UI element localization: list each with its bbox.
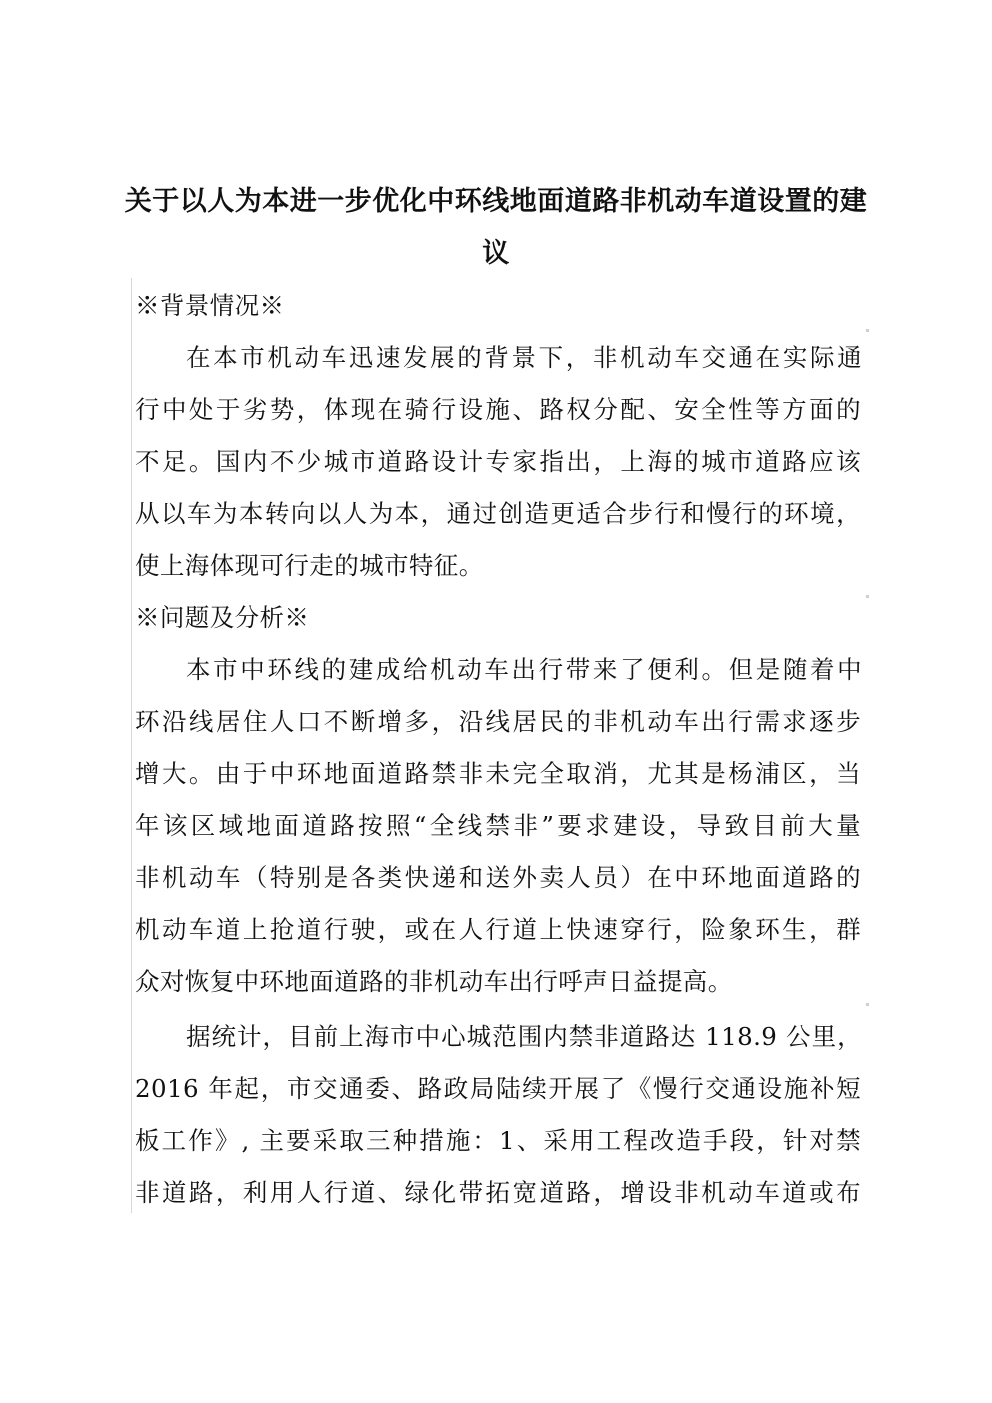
paragraph-line: 使上海体现可行走的城市特征。 [135, 551, 484, 580]
paragraph-line: 本市中环线的建成给机动车出行带来了便利。但是随着中 [186, 655, 862, 684]
paragraph-line: 众对恢复中环地面道路的非机动车出行呼声日益提高。 [135, 967, 733, 996]
paragraph-line: 非道路，利用人行道、绿化带拓宽道路，增设非机动车道或布 [135, 1178, 861, 1207]
paragraph-line: 据统计，目前上海市中心城范围内禁非道路达 118.9 公里， [186, 1022, 862, 1051]
margin-tick-mark [866, 595, 869, 598]
margin-tick-mark [866, 1003, 869, 1006]
paragraph-line: 机动车道上抢道行驶，或在人行道上快速穿行，险象环生，群 [135, 915, 861, 944]
paragraph-line: 从以车为本转向以人为本，通过创造更适合步行和慢行的环境， [135, 499, 861, 528]
paragraph-line: 在本市机动车迅速发展的背景下，非机动车交通在实际通 [186, 343, 862, 372]
paragraph-line: 环沿线居住人口不断增多，沿线居民的非机动车出行需求逐步 [135, 707, 861, 736]
paragraph-line: 增大。由于中环地面道路禁非未完全取消，尤其是杨浦区，当 [135, 759, 861, 788]
paragraph-line: 板工作》, 主要采取三种措施：1、采用工程改造手段，针对禁 [135, 1126, 861, 1155]
paragraph-line: 年该区域地面道路按照“全线禁非”要求建设，导致目前大量 [135, 811, 861, 840]
paragraph-line: 行中处于劣势，体现在骑行设施、路权分配、安全性等方面的 [135, 395, 861, 424]
section-heading-analysis: ※问题及分析※ [135, 603, 310, 632]
document-title-line-2: 议 [482, 238, 510, 269]
paragraph-line: 不足。国内不少城市道路设计专家指出，上海的城市道路应该 [135, 447, 861, 476]
left-margin-rule [131, 278, 132, 1213]
paragraph-line: 2016 年起，市交通委、路政局陆续开展了《慢行交通设施补短 [135, 1074, 861, 1103]
margin-tick-mark [866, 329, 869, 332]
paragraph-line: 非机动车（特别是各类快递和送外卖人员）在中环地面道路的 [135, 863, 861, 892]
section-heading-background: ※背景情况※ [135, 291, 285, 320]
document-title-line-1: 关于以人为本进一步优化中环线地面道路非机动车道设置的建 [124, 186, 868, 217]
